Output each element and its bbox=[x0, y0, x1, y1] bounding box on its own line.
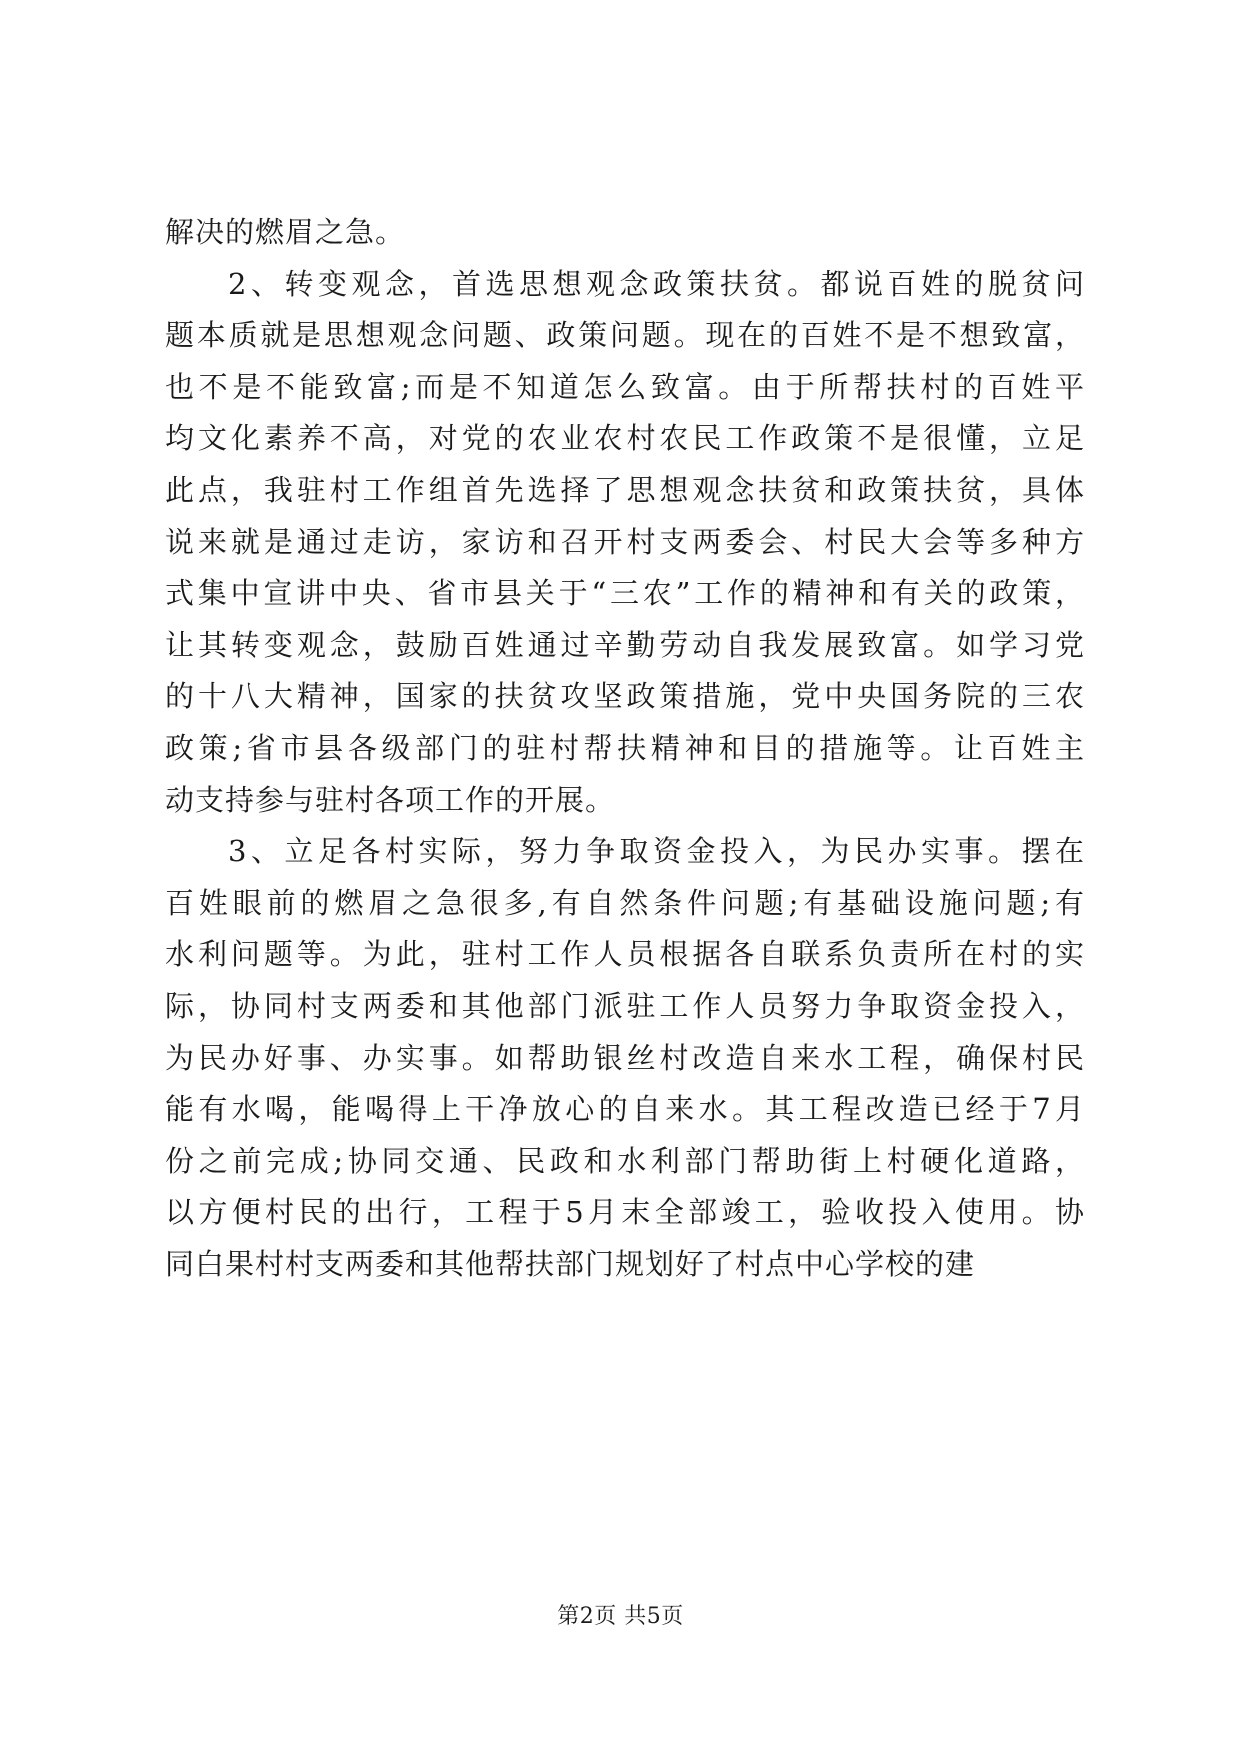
paragraph-line: 能有水喝，能喝得上干净放心的自来水。其工程改造已经于7月 bbox=[165, 1092, 1085, 1127]
paragraph-line: 以方便村民的出行，工程于5月末全部竣工，验收投入使用。协 bbox=[165, 1195, 1085, 1230]
paragraph-line: 为民办好事、办实事。如帮助银丝村改造自来水工程，确保村民 bbox=[165, 1040, 1085, 1075]
paragraph-line: 水利问题等。为此，驻村工作人员根据各自联系负责所在村的实 bbox=[165, 937, 1085, 972]
paragraph-line: 际，协同村支两委和其他部门派驻工作人员努力争取资金投入， bbox=[165, 989, 1085, 1023]
paragraph-line: 2、转变观念，首选思想观念政策扶贫。都说百姓的脱贫问 bbox=[228, 266, 1085, 301]
paragraph-line: 让其转变观念，鼓励百姓通过辛勤劳动自我发展致富。如学习党 bbox=[165, 627, 1085, 662]
paragraph-line: 政策;省市县各级部门的驻村帮扶精神和目的措施等。让百姓主 bbox=[165, 731, 1085, 765]
paragraph-line: 3、立足各村实际，努力争取资金投入，为民办实事。摆在 bbox=[228, 834, 1085, 869]
paragraph-line: 此点，我驻村工作组首先选择了思想观念扶贫和政策扶贫，具体 bbox=[165, 473, 1085, 507]
paragraph-line: 百姓眼前的燃眉之急很多,有自然条件问题;有基础设施问题;有 bbox=[165, 885, 1085, 920]
paragraph-line: 解决的燃眉之急。 bbox=[165, 215, 406, 249]
page-footer: 第2页 共5页 bbox=[557, 1604, 684, 1629]
paragraph-line: 说来就是通过走访，家访和召开村支两委会、村民大会等多种方 bbox=[165, 524, 1085, 559]
paragraph-line: 动支持参与驻村各项工作的开展。 bbox=[165, 782, 616, 817]
paragraph-line: 也不是不能致富;而是不知道怎么致富。由于所帮扶村的百姓平 bbox=[165, 369, 1085, 404]
paragraph-line: 均文化素养不高，对党的农业农村农民工作政策不是很懂，立足 bbox=[165, 421, 1085, 456]
paragraph-line: 的十八大精神，国家的扶贫攻坚政策措施，党中央国务院的三农 bbox=[165, 679, 1085, 714]
paragraph-line: 式集中宣讲中央、省市县关于“三农”工作的精神和有关的政策， bbox=[165, 576, 1085, 611]
paragraph-line: 同白果村村支两委和其他帮扶部门规划好了村点中心学校的建 bbox=[165, 1247, 976, 1281]
paragraph-line: 题本质就是思想观念问题、政策问题。现在的百姓不是不想致富， bbox=[165, 318, 1085, 353]
paragraph-line: 份之前完成;协同交通、民政和水利部门帮助街上村硬化道路， bbox=[165, 1143, 1085, 1178]
